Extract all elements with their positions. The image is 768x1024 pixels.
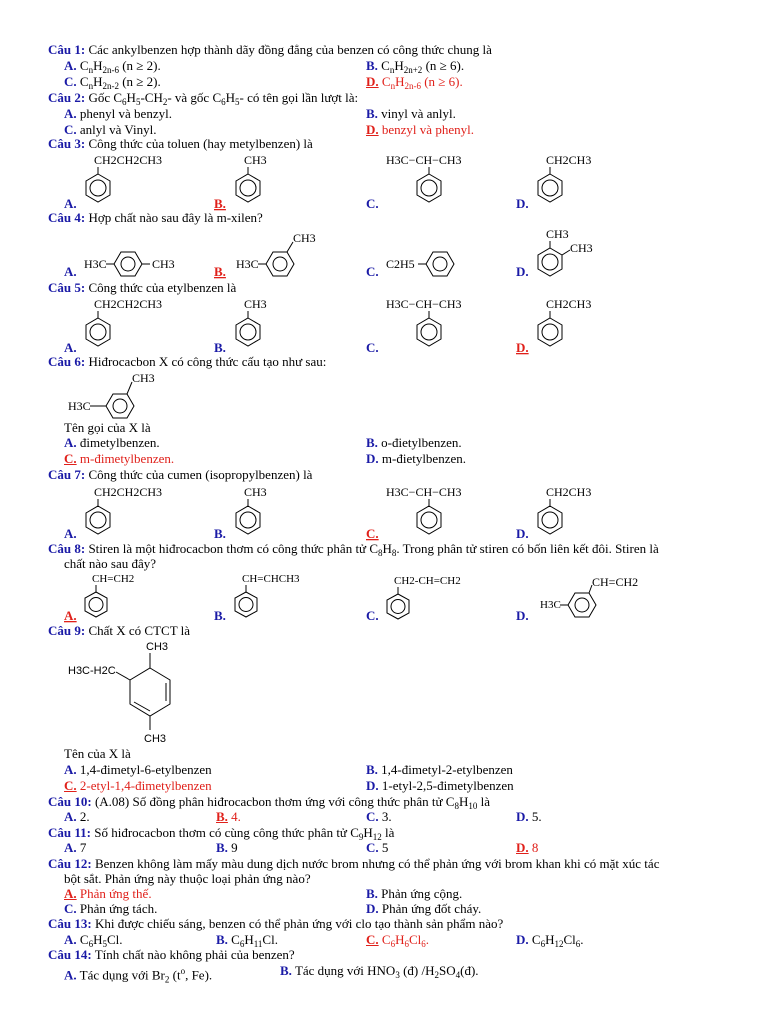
q3-structures bbox=[0, 150, 768, 214]
q8-option-b: B. bbox=[214, 608, 226, 623]
m-xylene-structure bbox=[236, 231, 316, 276]
q9-structure bbox=[0, 636, 300, 746]
q2-option-d[interactable]: D. benzyl và phenyl. bbox=[366, 122, 474, 137]
q5-option-c: C. bbox=[366, 340, 379, 355]
q1-option-d[interactable]: D. $C_nH_{2n-6}$ (n ≥ 6). bbox=[366, 74, 463, 91]
svg-text:CH=CHCH3: CH=CHCH3 bbox=[242, 573, 300, 585]
svg-text:CH2-CH=CH2: CH2-CH=CH2 bbox=[394, 575, 461, 587]
question-1 bbox=[48, 42, 492, 58]
q3-option-a: A. bbox=[64, 196, 77, 211]
q10-option-c[interactable]: C. 3. bbox=[366, 809, 392, 824]
q8-option-d: D. bbox=[516, 608, 529, 623]
q5-option-a: A. bbox=[64, 340, 77, 355]
svg-text:CH3: CH3 bbox=[144, 733, 167, 745]
q7-option-a: A. bbox=[64, 526, 77, 541]
question-10: Câu 10: (A.08) Số đồng phân hiđrocacbon thơm ứng với công thức phân tử $C_8H_{10}$ là bbox=[48, 794, 490, 811]
q13-option-c[interactable]: C. $C_6H_6Cl_6$. bbox=[366, 932, 429, 949]
svg-text:H3C: H3C bbox=[236, 257, 259, 271]
q10-option-a[interactable]: A. 2. bbox=[64, 809, 90, 824]
q5-option-b: B. bbox=[214, 340, 226, 355]
svg-text:CH2CH2CH3: CH2CH2CH3 bbox=[94, 153, 163, 167]
cumene-structure bbox=[386, 485, 462, 534]
q4-option-c: C. bbox=[366, 264, 379, 279]
q1-option-a[interactable]: A. $C_nH_{2n-6}$ (n ≥ 2). bbox=[64, 58, 161, 75]
q12-option-a[interactable]: A. Phản ứng thế. bbox=[64, 886, 152, 901]
question-14: Câu 14: Tính chất nào không phải của benzen? bbox=[48, 947, 295, 962]
q11-option-d[interactable]: D. 8 bbox=[516, 840, 539, 855]
q8-option-a: A. bbox=[64, 608, 77, 623]
q12-option-b[interactable]: B. Phản ứng cộng. bbox=[366, 886, 463, 901]
question-3: Câu 3: Công thức của toluen (hay metylbenzen) là bbox=[48, 136, 313, 151]
question-6: Câu 6: Hiđrocacbon X có công thức cấu tạo như sau: bbox=[48, 354, 327, 369]
q5-structures bbox=[0, 294, 768, 358]
q14-option-b[interactable]: B. Tác dụng với $HNO_3$ (đ) $/H_2SO_4(đ)$. bbox=[280, 963, 479, 980]
q6-name-prompt: Tên gọi của X là bbox=[64, 420, 151, 435]
styrene-structure bbox=[85, 573, 134, 617]
svg-text:H3C: H3C bbox=[84, 257, 107, 271]
q3-option-c: C. bbox=[366, 196, 379, 211]
svg-text:H3C−CH−CH3: H3C−CH−CH3 bbox=[386, 153, 462, 167]
c2h5-benzene-structure bbox=[386, 252, 454, 276]
svg-text:CH3: CH3 bbox=[132, 371, 155, 385]
toluene-structure bbox=[236, 485, 267, 534]
question-5: Câu 5: Công thức của etylbenzen là bbox=[48, 280, 237, 295]
svg-text:CH3: CH3 bbox=[152, 257, 175, 271]
svg-text:CH3: CH3 bbox=[244, 485, 267, 499]
svg-text:CH=CH2: CH=CH2 bbox=[92, 573, 135, 585]
ethylbenzene-structure bbox=[538, 297, 591, 346]
toluene-structure bbox=[236, 153, 267, 202]
svg-text:CH3: CH3 bbox=[146, 641, 169, 653]
q13-option-b[interactable]: B. $C_6H_{11}Cl$. bbox=[216, 932, 278, 949]
ethylbenzene-structure bbox=[538, 485, 591, 534]
svg-text:C2H5: C2H5 bbox=[386, 257, 415, 271]
svg-text:H3C−CH−CH3: H3C−CH−CH3 bbox=[386, 485, 462, 499]
q13-option-d[interactable]: D. $C_6H_{12}Cl_6$. bbox=[516, 932, 584, 949]
svg-text:H3C-H2C: H3C-H2C bbox=[68, 665, 116, 677]
propenylbenzene-structure bbox=[235, 573, 300, 617]
svg-text:CH2CH3: CH2CH3 bbox=[546, 485, 592, 499]
q9-option-c[interactable]: C. 2-etyl-1,4-đimetylbenzen bbox=[64, 778, 212, 793]
q3-option-b: B. bbox=[214, 196, 226, 211]
propylbenzene-structure bbox=[86, 485, 162, 534]
q14-option-a[interactable]: A. Tác dụng với $Br_2$ ($t^o$, Fe). bbox=[64, 966, 213, 985]
q10-option-b[interactable]: B. 4. bbox=[216, 809, 241, 824]
question-13: Câu 13: Khi được chiếu sáng, benzen có thể phản ứng với clo tạo thành sản phẩm nào? bbox=[48, 916, 504, 931]
question-8: Câu 8: Stiren là một hiđrocacbon thơm có công thức phân tử $C_8H_8$. Trong phân tử stiren có bốn liên kết đôi. Stiren là bbox=[48, 541, 659, 558]
q4-option-a: A. bbox=[64, 264, 77, 279]
question-11: Câu 11: Số hiđrocacbon thơm có cùng công thức phân tử $C_9H_{12}$ là bbox=[48, 825, 395, 842]
question-12: Câu 12: Benzen không làm mấy màu dung dịch nước brom nhưng có thể phản ứng với brom khan khi có mặt xúc tác bbox=[48, 856, 660, 871]
q6-structure bbox=[0, 368, 300, 424]
q11-option-b[interactable]: B. 9 bbox=[216, 840, 238, 855]
ethylbenzene-structure bbox=[538, 153, 591, 202]
svg-text:CH2CH3: CH2CH3 bbox=[546, 153, 592, 167]
q4-option-d: D. bbox=[516, 264, 529, 279]
q6-option-d[interactable]: D. m-đietylbenzen. bbox=[366, 451, 466, 466]
q7-option-c: C. bbox=[366, 526, 379, 541]
q13-option-a[interactable]: A. $C_6H_5Cl$. bbox=[64, 932, 123, 949]
question-number: Câu 1: bbox=[48, 42, 86, 57]
q4-structures bbox=[0, 224, 768, 280]
q6-option-c[interactable]: C. m-đimetylbenzen. bbox=[64, 451, 175, 466]
toluene-structure bbox=[236, 297, 267, 346]
o-xylene-structure bbox=[538, 227, 593, 276]
q7-option-b: B. bbox=[214, 526, 226, 541]
q7-option-d: D. bbox=[516, 526, 529, 541]
q6-option-b[interactable]: B. o-đietylbenzen. bbox=[366, 435, 462, 450]
svg-text:CH2CH2CH3: CH2CH2CH3 bbox=[94, 485, 163, 499]
svg-text:CH3: CH3 bbox=[244, 297, 267, 311]
q2-option-a[interactable]: A. phenyl và benzyl. bbox=[64, 106, 172, 121]
q6-option-a[interactable]: A. đimetylbenzen. bbox=[64, 435, 160, 450]
question-9: Câu 9: Chất X có CTCT là bbox=[48, 623, 191, 638]
q9-option-d[interactable]: D. 1-etyl-2,5-đimetylbenzen bbox=[366, 778, 514, 793]
q1-option-c[interactable]: C. $C_nH_{2n-2}$ (n ≥ 2). bbox=[64, 74, 161, 91]
q4-option-b: B. bbox=[214, 264, 226, 279]
q2-option-b[interactable]: B. vinyl và anlyl. bbox=[366, 106, 456, 121]
q9-name-prompt: Tên của X là bbox=[64, 746, 131, 761]
q12-option-d[interactable]: D. Phản ứng đốt cháy. bbox=[366, 901, 482, 916]
q12-option-c[interactable]: C. Phản ứng tách. bbox=[64, 901, 158, 916]
q1-option-b[interactable]: B. $C_nH_{2n+2}$ (n ≥ 6). bbox=[366, 58, 465, 75]
question-7: Câu 7: Công thức của cumen (isopropylbenzen) là bbox=[48, 467, 313, 482]
svg-text:H3C: H3C bbox=[68, 399, 91, 413]
methylstyrene-structure bbox=[540, 575, 638, 617]
question-4: Câu 4: Hợp chất nào sau đây là m-xilen? bbox=[48, 210, 263, 225]
question-8-continued: chất nào sau đây? bbox=[64, 556, 157, 571]
q5-option-d: D. bbox=[516, 340, 529, 355]
p-xylene-structure bbox=[84, 252, 175, 276]
cumene-structure bbox=[386, 297, 462, 346]
q8-structures bbox=[0, 570, 768, 626]
svg-text:CH3: CH3 bbox=[293, 231, 316, 245]
question-12-continued: bột sắt. Phản ứng này thuộc loại phản ứng nào? bbox=[64, 871, 311, 886]
question-2: Câu 2: Gốc $C_6H_5-CH_2-$ và gốc $C_6H_5-$ có tên gọi lần lượt là: bbox=[48, 90, 359, 107]
cumene-structure bbox=[386, 153, 462, 202]
propylbenzene-structure bbox=[86, 153, 162, 202]
propylbenzene-structure bbox=[86, 297, 162, 346]
allylbenzene-structure bbox=[387, 575, 461, 619]
svg-text:H3C−CH−CH3: H3C−CH−CH3 bbox=[386, 297, 462, 311]
svg-text:CH2CH3: CH2CH3 bbox=[546, 297, 592, 311]
svg-text:CH3: CH3 bbox=[244, 153, 267, 167]
q9-option-b[interactable]: B. 1,4-đimetyl-2-etylbenzen bbox=[366, 762, 513, 777]
question-text: Các ankylbenzen hợp thành dãy đồng đẳng của benzen có công thức chung là bbox=[88, 42, 492, 57]
svg-text:CH2CH2CH3: CH2CH2CH3 bbox=[94, 297, 163, 311]
q11-option-c[interactable]: C. 5 bbox=[366, 840, 389, 855]
svg-text:H3C: H3C bbox=[540, 599, 561, 611]
q8-option-c: C. bbox=[366, 608, 379, 623]
q7-structures bbox=[0, 482, 768, 542]
svg-text:CH3: CH3 bbox=[570, 241, 593, 255]
q2-option-c[interactable]: C. anlyl và Vinyl. bbox=[64, 122, 157, 137]
q10-option-d[interactable]: D. 5. bbox=[516, 809, 542, 824]
q9-option-a[interactable]: A. 1,4-đimetyl-6-etylbenzen bbox=[64, 762, 212, 777]
q3-option-d: D. bbox=[516, 196, 529, 211]
svg-text:CH3: CH3 bbox=[546, 227, 569, 241]
q11-option-a[interactable]: A. 7 bbox=[64, 840, 87, 855]
svg-text:CH=CH2: CH=CH2 bbox=[592, 575, 639, 589]
